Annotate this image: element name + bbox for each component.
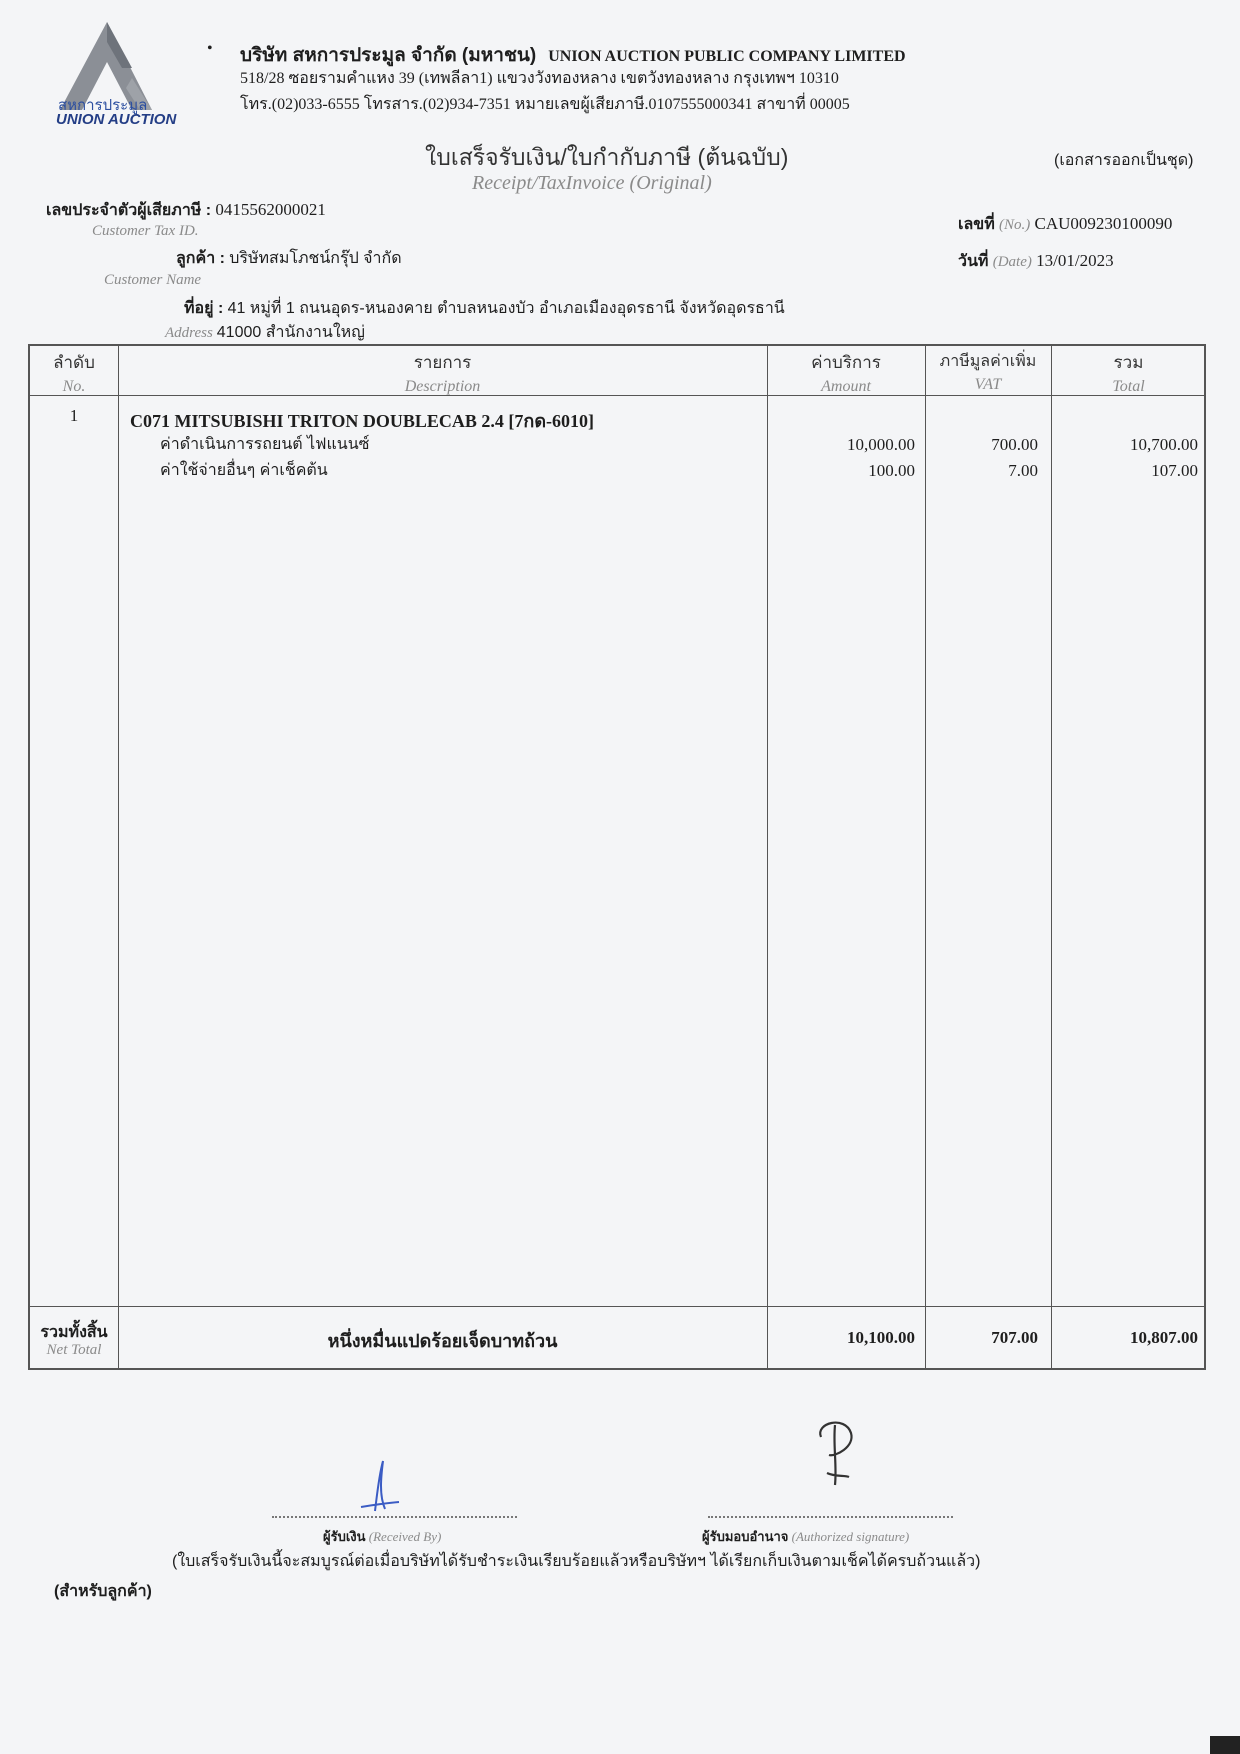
header-amount-en: Amount: [821, 378, 871, 395]
received-by-label-en: (Received By): [368, 1529, 442, 1544]
customer-address-label: ที่อยู่ :: [184, 300, 224, 317]
authorized-label: ผู้รับมอบอำนาจ: [702, 1529, 789, 1544]
header-description-en: Description: [404, 378, 481, 395]
item-line-description: ค่าใช้จ่ายอื่นๆ ค่าเช็คต้น: [160, 462, 328, 479]
received-by-caption: [323, 1526, 441, 1547]
item-line-description: ค่าดำเนินการรถยนต์ ไฟแนนซ์: [160, 436, 370, 453]
document-date-row: [958, 249, 1114, 274]
document-date-label-en: (Date): [992, 254, 1032, 270]
net-total-label: รวมทั้งสิ้น: [40, 1324, 108, 1341]
header-no-en: No.: [62, 378, 86, 395]
customer-tax-row: [46, 198, 326, 223]
header-total-th: รวม: [1113, 353, 1144, 373]
authorized-label-en: (Authorized signature): [791, 1529, 910, 1544]
document-date-label: วันที่: [958, 253, 989, 270]
logo-text-thai: สหการประมูล: [58, 96, 148, 114]
customer-address-line2: [165, 320, 365, 345]
customer-address-value: 41 หมู่ที่ 1 ถนนอุดร-หนองคาย ตำบลหนองบัว อำเภอเมืองอุดรธานี จังหวัดอุดรธานี: [227, 300, 785, 317]
scan-edge-mark: [1210, 1736, 1240, 1754]
item-line-amount: 100.00: [868, 461, 915, 480]
header-description: [118, 346, 767, 396]
header-no: [30, 346, 118, 396]
document-number-row: [958, 212, 1172, 237]
company-name-thai: บริษัท สหการประมูล จำกัด (มหาชน): [240, 45, 537, 66]
column-divider: [1051, 346, 1052, 1368]
authorized-signature-line: [708, 1516, 953, 1518]
column-divider: [767, 346, 768, 1368]
header-total-en: Total: [1112, 378, 1145, 395]
bullet-dot: •: [207, 40, 213, 57]
document-number-label-en: (No.): [999, 217, 1031, 233]
customer-tax-value: 0415562000021: [215, 200, 326, 219]
amount-in-words: หนึ่งหมื่นแปดร้อยเจ็ดบาทถ้วน: [327, 1331, 558, 1351]
item-line-total: 107.00: [1151, 461, 1198, 480]
net-total-label-en: Net Total: [46, 1342, 102, 1358]
item-line-total: 10,700.00: [1130, 435, 1198, 454]
received-by-signature-icon: [355, 1455, 405, 1515]
customer-name-label-en: Customer Name: [104, 272, 202, 288]
customer-name-label: ลูกค้า :: [176, 250, 225, 267]
received-by-signature-line: [272, 1516, 517, 1518]
header-total: [1051, 346, 1206, 396]
header-vat-en: VAT: [974, 376, 1002, 393]
header-amount-th: ค่าบริการ: [811, 353, 881, 373]
item-line-vat: 7.00: [1008, 461, 1038, 480]
document-number-label: เลขที่: [958, 216, 995, 233]
item-line-amount: 10,000.00: [847, 435, 915, 454]
customer-address-row: [184, 296, 785, 321]
received-by-label: ผู้รับเงิน: [323, 1529, 366, 1544]
customer-address-label-en: Address: [165, 325, 213, 341]
logo-text-english: UNION AUCTION: [56, 111, 177, 128]
receipt-validity-note: (ใบเสร็จรับเงินนี้จะสมบูรณ์ต่อเมื่อบริษัทได้รับชำระเงินเรียบร้อยแล้วหรือบริษัทฯ ได้เรียกเก็บเงินตามเช็คได้ครบถ้วนแล้ว): [172, 1553, 981, 1570]
net-total-divider: [30, 1306, 1204, 1307]
document-title-english: Receipt/TaxInvoice (Original): [472, 172, 712, 194]
company-address: 518/28 ซอยรามคำแหง 39 (เทพลีลา1) แขวงวังทองหลาง เขตวังทองหลาง กรุงเทพฯ 10310: [240, 70, 839, 87]
column-divider: [118, 346, 119, 1368]
net-total-amount: 10,100.00: [847, 1328, 915, 1347]
company-name-english: UNION AUCTION PUBLIC COMPANY LIMITED: [548, 48, 906, 65]
customer-name-row: [176, 246, 402, 271]
document-title-thai: ใบเสร็จรับเงิน/ใบกำกับภาษี (ต้นฉบับ): [425, 144, 789, 170]
items-table: [28, 344, 1206, 1370]
customer-tax-label-en: Customer Tax ID.: [92, 223, 199, 239]
item-line-vat: 700.00: [991, 435, 1038, 454]
item-title: C071 MITSUBISHI TRITON DOUBLECAB 2.4 [7กด-6010]: [130, 411, 594, 431]
header-vat-th: ภาษีมูลค่าเพิ่ม: [939, 351, 1037, 370]
customer-address-postcode-branch: 41000 สำนักงานใหญ่: [216, 324, 365, 341]
authorized-signature-icon: [805, 1415, 865, 1490]
item-number: 1: [69, 406, 79, 425]
header-vat: [925, 346, 1051, 394]
customer-tax-label: เลขประจำตัวผู้เสียภาษี :: [46, 202, 212, 219]
document-number-value: CAU009230100090: [1034, 214, 1173, 233]
net-total-vat: 707.00: [991, 1328, 1038, 1347]
column-divider: [925, 346, 926, 1368]
company-contact: โทร.(02)033-6555 โทรสาร.(02)934-7351 หมายเลขผู้เสียภาษี.0107555000341 สาขาที่ 00005: [240, 96, 850, 113]
header-amount: [767, 346, 925, 396]
header-description-th: รายการ: [413, 353, 472, 373]
header-no-th: ลำดับ: [53, 353, 95, 373]
customer-name-value: บริษัทสมโภชน์กรุ๊ป จำกัด: [229, 250, 402, 267]
authorized-caption: [702, 1526, 909, 1547]
document-date-value: 13/01/2023: [1036, 251, 1114, 270]
net-total-grand: 10,807.00: [1130, 1328, 1198, 1347]
document-set-note: (เอกสารออกเป็นชุด): [1054, 152, 1194, 169]
for-customer-label: (สำหรับลูกค้า): [54, 1583, 152, 1600]
